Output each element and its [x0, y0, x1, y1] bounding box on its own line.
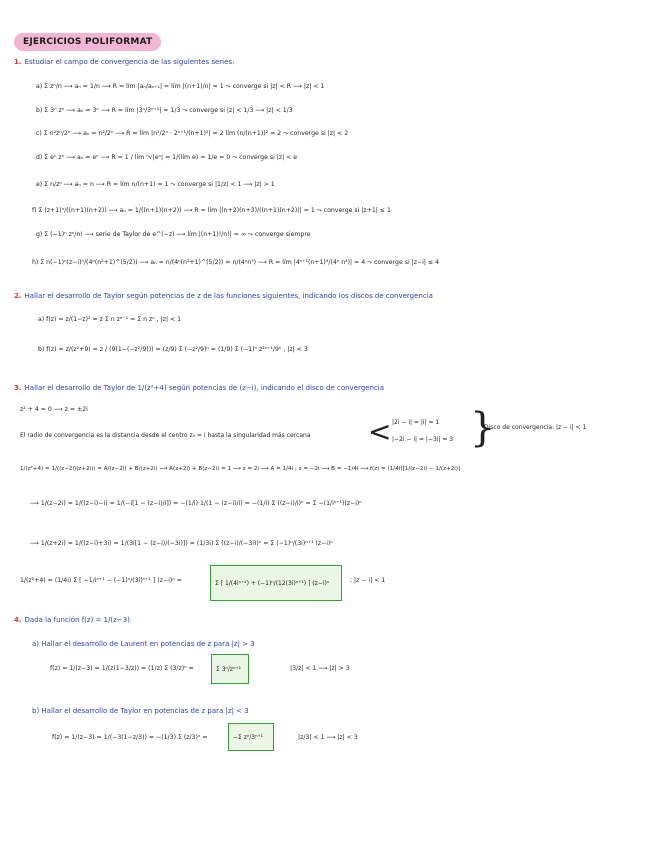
s3-final-condition: ; |z − i| < 1 [350, 577, 386, 584]
section-number: 4. [14, 616, 22, 624]
s1-item-c: c) Σ n²zⁿ/2ⁿ ⟶ aₙ = n²/2ⁿ ⟶ R = lím |n²/2ⁿ · 2ⁿ⁺¹/(n+1)²| = 2 lím (n/(n+1))² = 2 ⤳ converge si |z| < 2 [36, 130, 349, 137]
s3-expansion-2: ⟶ 1/(z+2i) = 1/((z−i)+3i) = 1/(3i[1 − (z−i)/(−3i)]) = (1/3i) Σ ((z−i)/(−3i))ⁿ = Σ (−1)ⁿ/(3i)ⁿ⁺¹ (z−i)ⁿ [30, 540, 333, 547]
s1-item-h: h) Σ n(−1)ⁿ(z−i)ⁿ/(4ⁿ(n²+1)^(5/2)) ⟶ aₙ = n/(4ⁿ(n²+1)^(5/2)) = n/(4ⁿn⁵) ⟶ R = lím |4ⁿ⁺¹(n+1)⁴/(4ⁿ n⁴)| = 4 ⤳ converge si |z−i| ≤ 4 [32, 259, 440, 266]
s1-item-b: b) Σ 3ⁿ zⁿ ⟶ aₙ = 3ⁿ ⟶ R = lím |3ⁿ/3ⁿ⁺¹| = 1/3 ⤳ converge si |z| < 1/3 ⟶ |z| < 1/3 [36, 107, 293, 114]
s1-item-a: a) Σ zⁿ/n ⟶ aₙ = 1/n ⟶ R = lím |aₙ/aₙ₊₁| = lím |(n+1)/n| = 1 ⤳ converge si |z| < R ⟶ |z| < 1 [36, 83, 325, 90]
s3-result-box [210, 565, 342, 601]
s3-expansion-1: ⟶ 1/(z−2i) = 1/((z−i)−i) = 1/(−i[1 − (z−i)/i]) = −(1/i)·1/(1 − (z−i)/i) = −(1/i) Σ ((z−i)/i)ⁿ = Σ −(1/iⁿ⁺¹)(z−i)ⁿ [30, 500, 362, 507]
s2-item-a: a) f(z) = z/(1−z)² = z Σ n zⁿ⁻¹ = Σ n zⁿ , |z| < 1 [38, 316, 182, 323]
s4-a-condition: |3/z| < 1 ⟶ |z| > 3 [290, 665, 350, 672]
section-1-heading [14, 58, 234, 66]
s4-b-result: −Σ zⁿ/3ⁿ⁺¹ [233, 733, 264, 741]
section-number: 1. [14, 58, 22, 66]
s3-partial-fractions: 1/(z²+4) = 1/((z−2i)(z+2i)) = A/(z−2i) + B/(z+2i) ⟶ A(z+2i) + B(z−2i) = 1 ⟶ z = 2i ⟶ A = 1/4i ; z = −2i ⟶ B = −1/4i ⟶ f(z) = (1/4i)[1/(z−2i) − 1/(z+2i)] [20, 466, 461, 472]
s4-b-condition: |z/3| < 1 ⟶ |z| < 3 [298, 734, 358, 741]
section-2-heading [14, 292, 433, 300]
s4-a-label: a) Hallar el desarrollo de Laurent en potencias de z para |z| > 3 [32, 640, 255, 648]
section-number: 3. [14, 384, 22, 392]
section-3-heading [14, 384, 384, 392]
s1-item-f: f) Σ (z+1)ⁿ/((n+1)(n+2)) ⟶ aₙ = 1/((n+1)(n+2)) ⟶ R = lím |(n+2)(n+3)/((n+1)(n+2))| = 1 ⤳ converge si |z+1| ≤ 1 [32, 207, 391, 214]
s2-item-b: b) f(z) = z/(z²+9) = z / (9(1−(−z²/9))) = (z/9) Σ (−z²/9)ⁿ = (1/9) Σ (−1)ⁿ z²ⁿ⁺¹/9ⁿ , |z| < 3 [38, 346, 308, 353]
s4-a-result-box [211, 654, 249, 684]
s4-a-equation: f(z) = 1/(z−3) = 1/(z(1−3/z)) = (1/z) Σ (3/z)ⁿ = [50, 665, 194, 672]
s4-b-result-box [228, 723, 274, 751]
s4-a-result: Σ 3ⁿ/zⁿ⁺¹ [216, 665, 242, 673]
section-text: Hallar el desarrollo de Taylor de 1/(z²+4) según potencias de (z−i), indicando el disco de convergencia [24, 384, 385, 392]
section-text: Estudiar el campo de convergencia de las siguientes series: [24, 58, 235, 66]
s1-item-d: d) Σ eⁿ zⁿ ⟶ aₙ = eⁿ ⟶ R = 1 / lím ⁿ√|eⁿ| = 1/(lím e) = 1/e = 0 ⤳ converge si |z| < e [36, 154, 298, 161]
section-4-heading [14, 616, 130, 624]
s4-b-label: b) Hallar el desarrollo de Taylor en potencias de z para |z| < 3 [32, 707, 249, 715]
s3-distance-1: |2i − i| = |i| = 1 [392, 419, 440, 426]
s1-item-e: e) Σ n/zⁿ ⟶ aₙ = n ⟶ R = lím n/(n+1) = 1 ⤳ converge si |1/z| < 1 ⟶ |z| > 1 [36, 181, 275, 188]
s4-b-equation: f(z) = 1/(z−3) = 1/(−3(1−z/3)) = −(1/3) Σ (z/3)ⁿ = [52, 734, 208, 741]
s1-item-g: g) Σ (−1)ⁿ zⁿ/n! ⟶ serie de Taylor de e^(−z) ⟶ lím |(n+1)!/n!| = ∞ ⤳ converge siempre [36, 231, 311, 238]
right-brace: } [470, 405, 496, 451]
s3-result: Σ [ 1/(4iⁿ⁺²) + (−1)ⁿ/(12(3i)ⁿ⁺¹) ] (z−i)ⁿ [215, 579, 330, 587]
section-text: Hallar el desarrollo de Taylor según potencias de z de las funciones siguientes, indicando los discos de convergencia [24, 292, 433, 300]
s3-disc: Disco de convergencia: |z − i| < 1 [484, 424, 587, 431]
section-text: Dada la función f(z) = 1/(z−3) [24, 616, 130, 624]
angle-bracket: < [368, 415, 392, 448]
s3-final-lhs: 1/(z²+4) = (1/4i) Σ [ −1/iⁿ⁺¹ − (−1)ⁿ/(3i)ⁿ⁺¹ ] (z−i)ⁿ = [20, 577, 182, 584]
s3-distance-2: |−2i − i| = |−3i| = 3 [392, 436, 454, 443]
page-title: EJERCICIOS POLIFORMAT [14, 33, 161, 51]
section-number: 2. [14, 292, 22, 300]
s3-radius-text: El radio de convergencia es la distancia desde el centro z₀ = i hasta la singularidad más cercana [20, 432, 311, 439]
s3-singularities: z² + 4 = 0 ⟶ z = ±2i [20, 406, 88, 413]
